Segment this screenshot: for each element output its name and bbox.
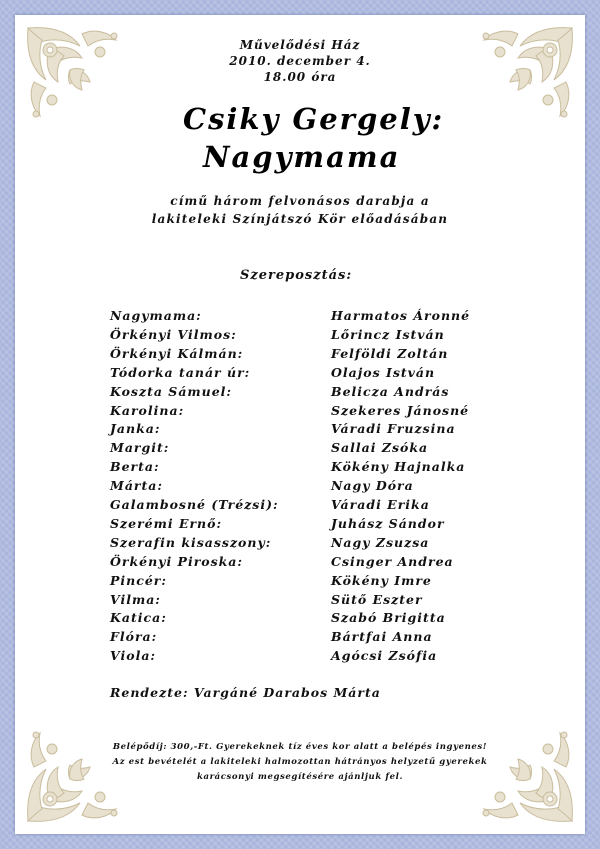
cast-actor: Sallai Zsóka xyxy=(331,440,429,455)
cast-actor: Sütő Eszter xyxy=(331,592,423,607)
cast-actor: Lőrincz István xyxy=(331,327,445,342)
cast-role: Galambosné (Trézsi): xyxy=(110,497,279,512)
cast-role: Vilma: xyxy=(110,592,161,607)
cast-actor: Szabó Brigitta xyxy=(331,610,446,625)
footer-line-3: karácsonyi megsegítésére ajánljuk fel. xyxy=(196,772,404,782)
cast-actor: Olajos István xyxy=(331,365,436,380)
cast-role: Janka: xyxy=(110,421,161,436)
footer-line-2: Az est bevételét a lakiteleki halmozottan hátrányos helyzetű gyerekek xyxy=(112,757,488,767)
cast-actor: Belicza András xyxy=(331,384,450,399)
play-title: Nagymama xyxy=(203,140,401,174)
cast-role: Szerémi Ernő: xyxy=(110,516,223,531)
cast-role: Márta: xyxy=(110,478,164,493)
cast-actor: Kökény Hajnalka xyxy=(331,459,466,474)
cast-role: Örkényi Kálmán: xyxy=(110,346,244,361)
cast-actor: Szekeres Jánosné xyxy=(331,403,470,418)
subtitle-line-2: lakiteleki Színjátszó Kör előadásában xyxy=(151,212,449,226)
cast-role: Margit: xyxy=(110,440,170,455)
poster-page xyxy=(15,15,585,834)
cast-role: Örkényi Vilmos: xyxy=(110,327,237,342)
cast-actor: Váradi Fruzsina xyxy=(331,421,456,436)
cast-role: Pincér: xyxy=(110,573,167,588)
cast-role: Örkényi Piroska: xyxy=(110,554,244,569)
event-time: 18.00 óra xyxy=(263,70,337,84)
cast-actor: Kökény Imre xyxy=(331,573,432,588)
cast-role: Karolina: xyxy=(110,403,185,418)
director-credit: Rendezte: Vargáné Darabos Márta xyxy=(110,685,381,700)
cast-heading: Szereposztás: xyxy=(240,268,353,283)
subtitle-line-1: című három felvonásos darabja a xyxy=(170,194,430,208)
cast-actor: Nagy Dóra xyxy=(331,478,414,493)
cast-role: Szerafin kisasszony: xyxy=(110,535,272,550)
cast-actor: Agócsi Zsófia xyxy=(331,648,438,663)
cast-role: Koszta Sámuel: xyxy=(110,384,233,399)
cast-actor: Csinger Andrea xyxy=(331,554,454,569)
cast-actor: Juhász Sándor xyxy=(331,516,445,531)
cast-role: Katica: xyxy=(110,610,167,625)
event-date: 2010. december 4. xyxy=(229,54,371,68)
author-title: Csiky Gergely: xyxy=(183,102,445,136)
cast-actor: Nagy Zsuzsa xyxy=(331,535,430,550)
cast-role: Berta: xyxy=(110,459,160,474)
venue: Művelődési Ház xyxy=(239,38,361,52)
cast-actor: Harmatos Áronné xyxy=(331,308,471,323)
cast-role: Flóra: xyxy=(110,629,158,644)
cast-role: Tódorka tanár úr: xyxy=(110,365,251,380)
cast-actor: Felföldi Zoltán xyxy=(331,346,449,361)
footer-line-1: Belépődíj: 300,-Ft. Gyerekeknek tíz éves kor alatt a belépés ingyenes! xyxy=(112,742,488,752)
cast-actor: Váradi Erika xyxy=(331,497,430,512)
cast-role: Nagymama: xyxy=(110,308,202,323)
cast-role: Viola: xyxy=(110,648,157,663)
cast-actor: Bártfai Anna xyxy=(331,629,433,644)
